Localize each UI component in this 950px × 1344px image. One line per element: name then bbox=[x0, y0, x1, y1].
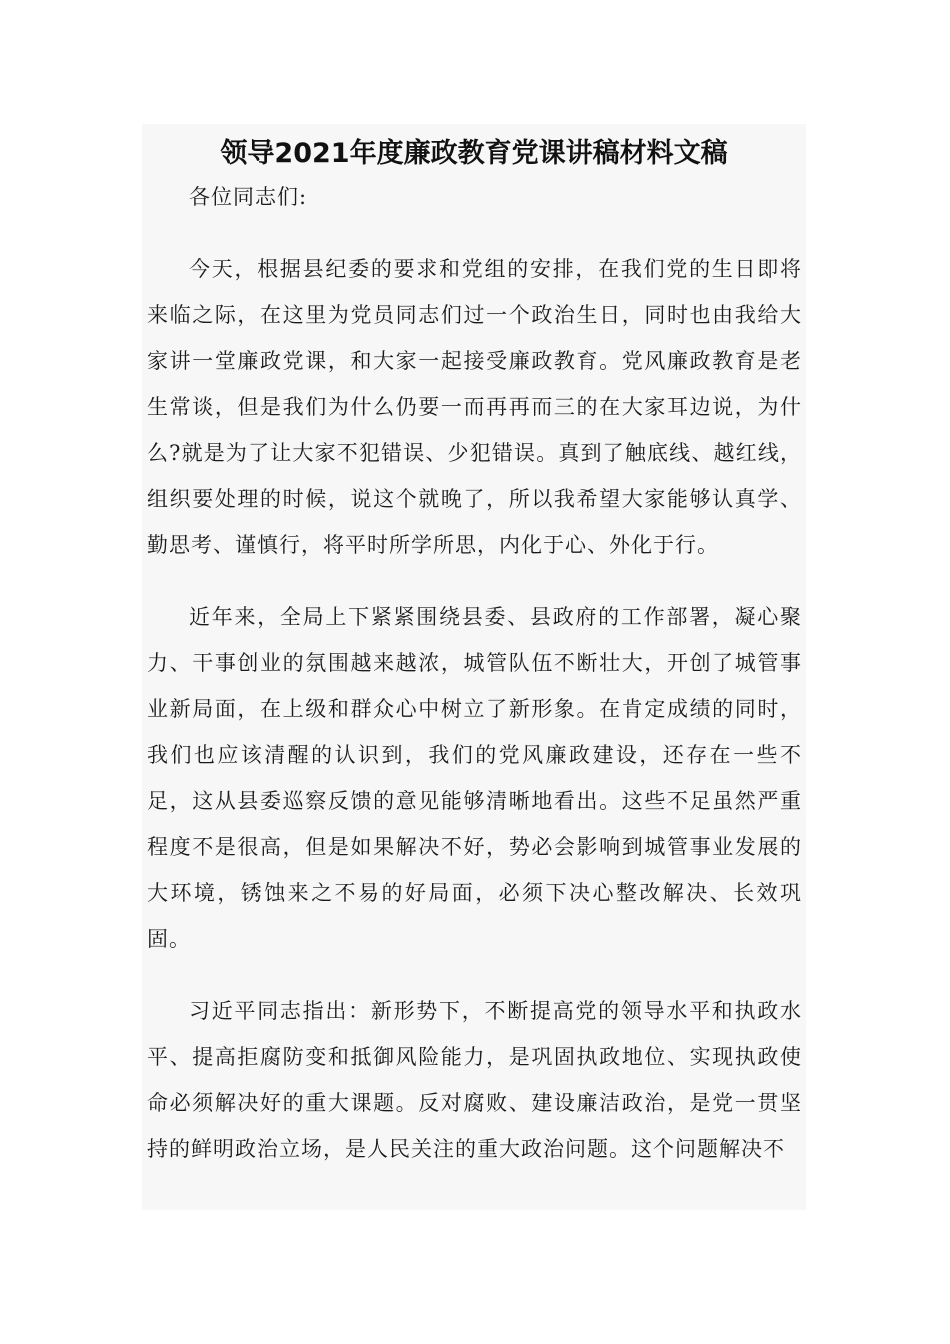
paragraph: 近年来，全局上下紧紧围绕县委、县政府的工作部署，凝心聚力、干事创业的氛围越来越浓，城管队伍不断壮大，开创了城管事业新局面，在上级和群众心中树立了新形象。在肯定成绩的同时，我们也应该清醒的认识到，我们的党风廉政建设，还存在一些不足，这从县委巡察反馈的意见能够清晰地看出。这些不足虽然严重程度不是很高，但是如果解决不好，势必会影响到城管事业发展的大环境，锈蚀来之不易的好局面，必须下决心整改解决、长效巩固。 bbox=[147, 605, 802, 951]
document-title: 领导2021年度廉政教育党课讲稿材料文稿 bbox=[220, 138, 728, 169]
document-text-area bbox=[142, 124, 806, 1210]
paragraph: 今天，根据县纪委的要求和党组的安排，在我们党的生日即将来临之际，在这里为党员同志们过一个政治生日，同时也由我给大家讲一堂廉政党课，和大家一起接受廉政教育。党风廉政教育是老生常谈，但是我们为什么仍要一而再再而三的在大家耳边说，为什么?就是为了让大家不犯错误、少犯错误。真到了触底线、越红线，组织要处理的时候，说这个就晚了，所以我希望大家能够认真学、勤思考、谨慎行，将平时所学所思，内化于心、外化于行。 bbox=[147, 257, 802, 557]
paragraph: 习近平同志指出：新形势下，不断提高党的领导水平和执政水平、提高拒腐防变和抵御风险能力，是巩固执政地位、实现执政使命必须解决好的重大课题。反对腐败、建设廉洁政治，是党一贯坚持的鲜明政治立场，是人民关注的重大政治问题。这个问题解决不 bbox=[147, 999, 802, 1161]
salutation: 各位同志们: bbox=[189, 185, 308, 209]
document-body bbox=[147, 174, 802, 1198]
